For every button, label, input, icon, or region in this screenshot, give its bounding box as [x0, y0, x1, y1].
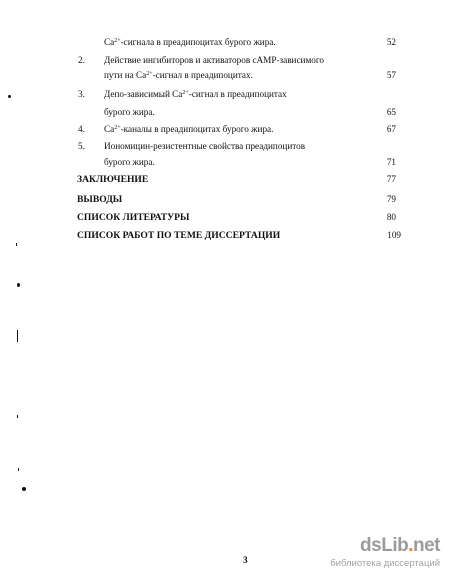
scan-mark: [17, 330, 18, 342]
toc-entry-number: 5.: [78, 141, 85, 151]
toc-entry-text: бурого жира.: [104, 107, 155, 117]
page-number: 3: [243, 555, 248, 565]
scan-mark: [16, 243, 17, 246]
toc-page-number: 109: [387, 230, 401, 240]
toc-page-number: 65: [386, 107, 396, 117]
scan-mark: [17, 283, 20, 287]
toc-entry-text: пути на $Ca^{2+}$-сигнал в преадипоцитах.: [104, 70, 253, 80]
scan-mark: [17, 415, 18, 418]
toc-entry-text: бурого жира.: [104, 157, 155, 167]
toc-page-number: 67: [386, 124, 396, 134]
toc-page-number: 77: [386, 174, 396, 184]
toc-page-number: 79: [386, 194, 396, 204]
dslib-watermark-logo: [328, 535, 440, 571]
toc-entry-number: 3.: [78, 89, 85, 99]
toc-entry-text: Иономицин-резистентные свойства преадипоцитов: [104, 141, 306, 151]
toc-page-number: 57: [386, 70, 396, 80]
toc-entry-text: Депо-зависимый $Ca^{2+}$-сигнал в преадипоцитах: [104, 89, 287, 99]
toc-entry-text: $Ca^{2+}$-каналы в преадипоцитах бурого жира.: [104, 124, 274, 134]
toc-entry-number: 4.: [78, 124, 85, 134]
toc-entry-number: 2.: [78, 55, 85, 65]
scan-mark: [8, 95, 11, 98]
toc-page-number: 71: [386, 157, 396, 167]
watermark-brand: dsLib.net: [360, 535, 440, 556]
scan-mark: [18, 468, 19, 471]
toc-page-number: 52: [386, 37, 396, 47]
toc-section-conclusion: ЗАКЛЮЧЕНИЕ: [77, 174, 149, 185]
watermark-subtitle: библиотека диссертаций: [330, 558, 440, 569]
toc-entry-text: $Ca^{2+}$-сигнала в преадипоцитах бурого жира.: [104, 37, 276, 47]
toc-section-references: СПИСОК ЛИТЕРАТУРЫ: [77, 212, 190, 223]
scan-mark: [22, 487, 26, 491]
toc-section-publications: СПИСОК РАБОТ ПО ТЕМЕ ДИССЕРТАЦИИ: [77, 230, 281, 241]
toc-entry-text: Действие ингибиторов и активаторов cAMP-зависимого: [104, 55, 324, 65]
toc-section-findings: ВЫВОДЫ: [77, 194, 123, 205]
toc-page-number: 80: [386, 212, 396, 222]
